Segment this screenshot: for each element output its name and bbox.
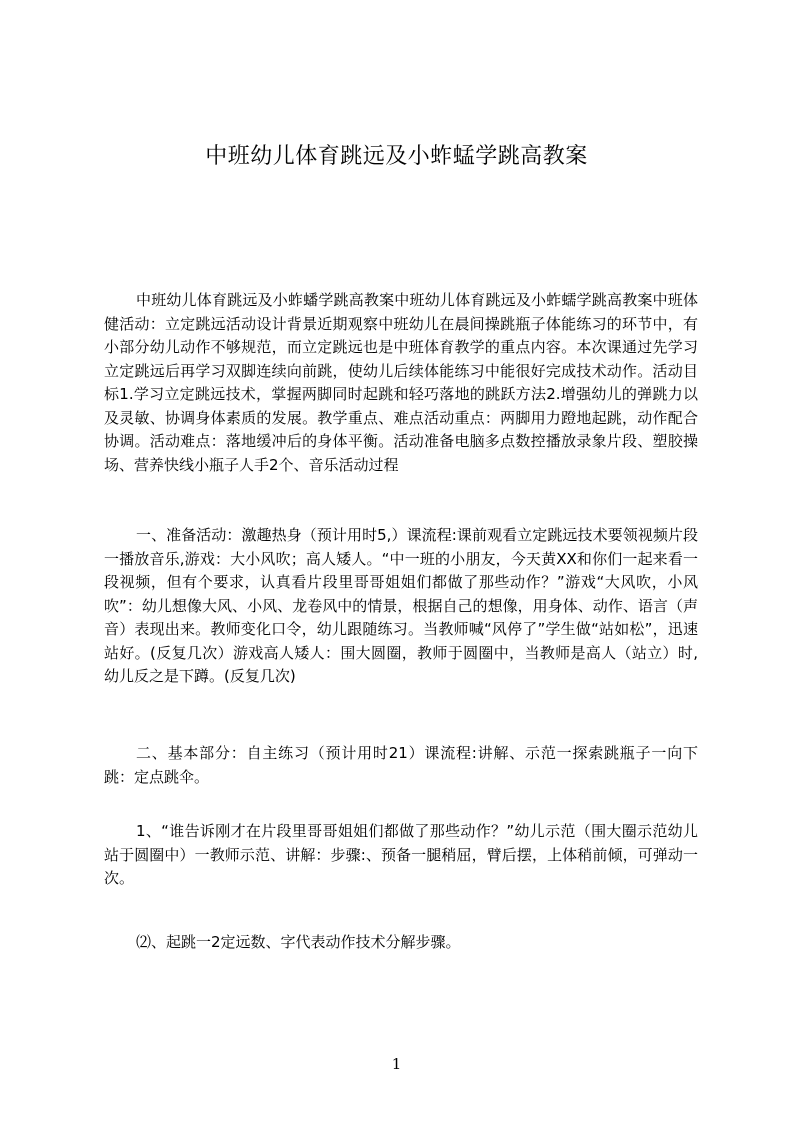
paragraph-warmup: 一、准备活动：激趣热身（预计用时5,）课流程:课前观看立定跳远技术要领视频片段一播放音乐,游戏：大小风吹；高人矮人。“中一班的小朋友，今天黄XX和你们一起来看一段视频，但有个要求，认真看片段里哥哥姐姐们都做了那些动作？”游戏“大风吹，小风吹”：幼儿想像大风、小风、龙卷风中的情景，根据自己的想像，用身体、动作、语言（声音）表现出来。教师变化口令，幼儿跟随练习。当教师喊“风停了”学生做“站如松”，迅速站好。(反复几次）游戏高人矮人：围大圆圈，教师于圆圈中，当教师是高人（站立）时,幼儿反之是下蹲。(反复几次) xyxy=(104,526,698,685)
paragraph-step-two: ⑵、起跳一2定远数、字代表动作技术分解步骤。 xyxy=(136,933,461,951)
paragraph-intro: 中班幼儿体育跳远及小蚱蟠学跳高教案中班幼儿体育跳远及小蚱蠕学跳高教案中班体健活动：立定跳远活动设计背景近期观察中班幼儿在晨间操跳瓶子体能练习的环节中，有小部分幼儿动作不够规范，而立定跳远也是中班体育教学的重点内容。本次课通过先学习立定跳远后再学习双脚连续向前跳，使幼儿后续体能练习中能很好完成技术动作。活动目标1.学习立定跳远技术，掌握两脚同时起跳和轻巧落地的跳跃方法2.增强幼儿的弹跳力以及灵敏、协调身体素质的发展。教学重点、难点活动重点：两脚用力蹬地起跳，动作配合协调。活动难点：落地缓冲后的身体平衡。活动准备电脑多点数控播放录象片段、塑胶操场、营养快线小瓶子人手2个、音乐活动过程 xyxy=(104,291,698,474)
page-number: 1 xyxy=(391,1055,402,1073)
paragraph-step-one: 1、“谁告诉刚才在片段里哥哥姐姐们都做了那些动作？”幼儿示范（围大圈示范幼儿站于圆圈中）一教师示范、讲解：步骤:、预备一腿稍屈，臂后摆，上体稍前倾，可弹动一次。 xyxy=(104,822,698,887)
paragraph-basic-part: 二、基本部分：自主练习（预计用时21）课流程:讲解、示范一探索跳瓶子一向下跳：定点跳伞。 xyxy=(104,744,698,786)
document-title: 中班幼儿体育跳远及小蚱蜢学跳高教案 xyxy=(205,144,588,169)
